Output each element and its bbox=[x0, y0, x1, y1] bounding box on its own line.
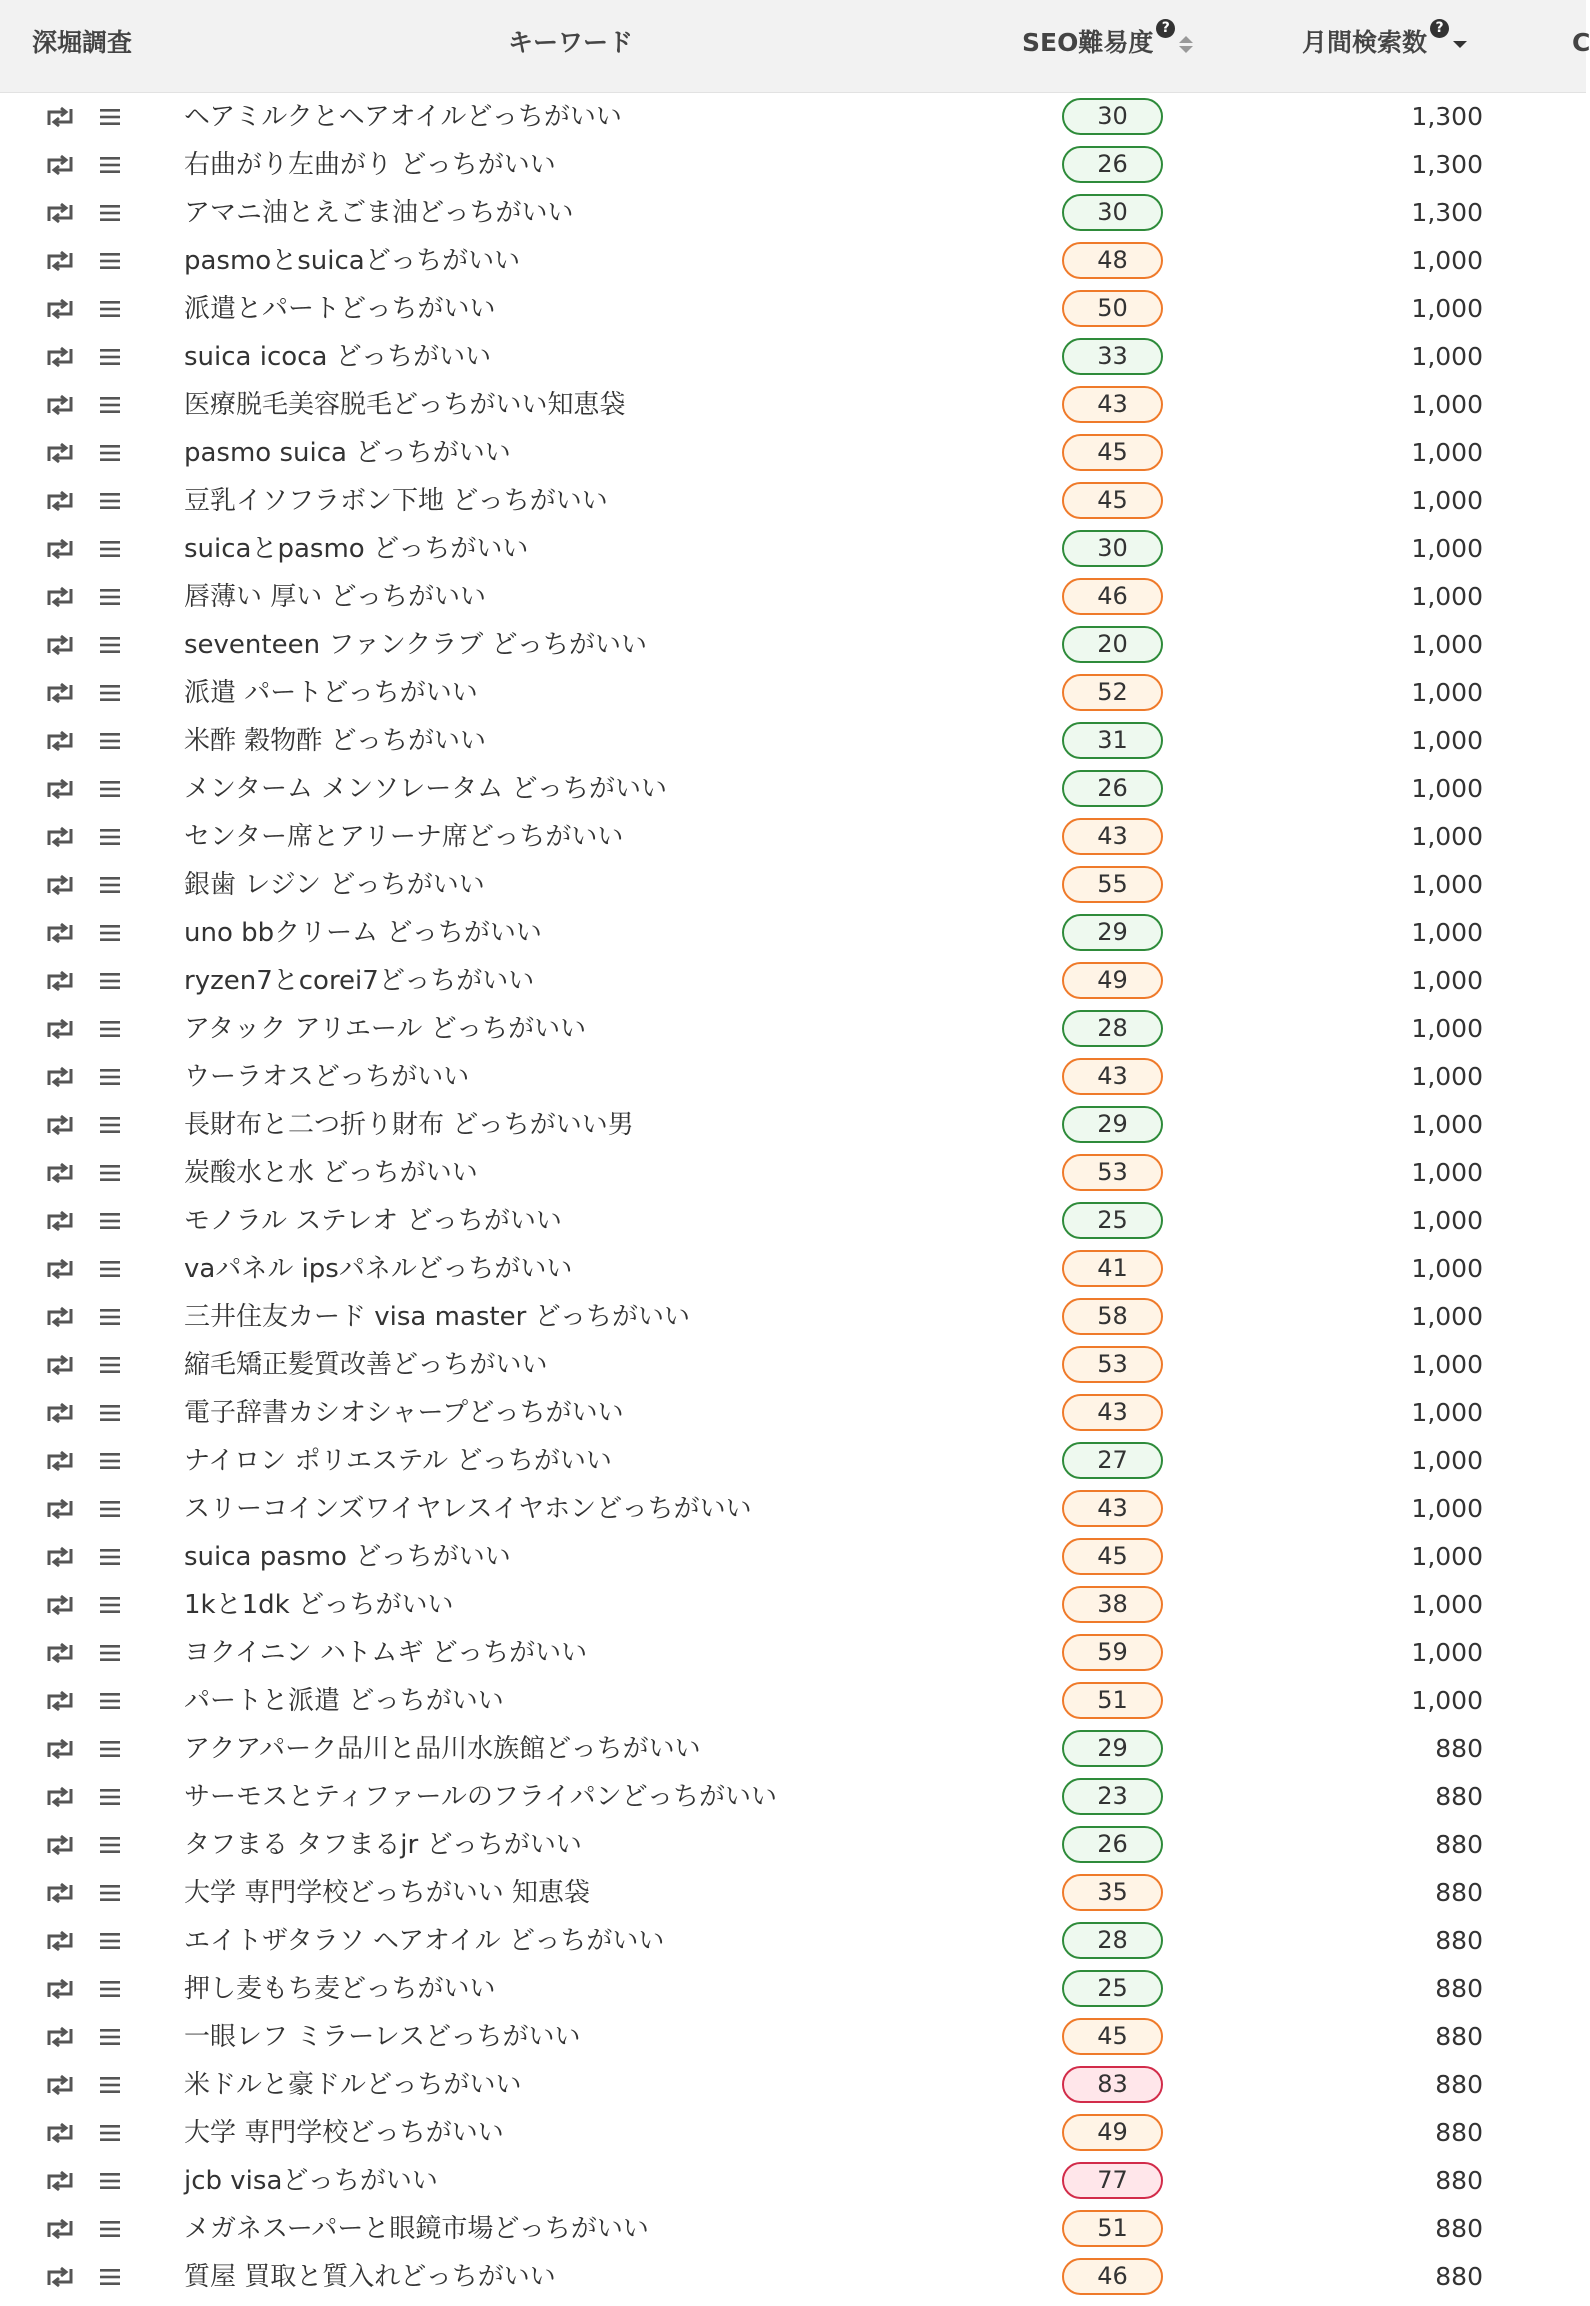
seo-difficulty-badge: 30 bbox=[1062, 98, 1163, 135]
keyword-text[interactable]: jcb visaどっちがいい bbox=[184, 2166, 438, 2196]
monthly-volume-value: 1,000 bbox=[1411, 678, 1483, 707]
menu-list-icon[interactable] bbox=[98, 586, 122, 608]
table-row bbox=[0, 1581, 1586, 1629]
deep-research-icon[interactable] bbox=[45, 250, 75, 272]
monthly-volume-value: 880 bbox=[1435, 1734, 1483, 1763]
monthly-volume-value: 1,000 bbox=[1411, 486, 1483, 515]
monthly-volume-value: 1,000 bbox=[1411, 1398, 1483, 1427]
table-row bbox=[0, 189, 1586, 237]
deep-research-icon[interactable] bbox=[45, 202, 75, 224]
monthly-volume-value: 1,000 bbox=[1411, 1158, 1483, 1187]
seo-difficulty-badge: 59 bbox=[1062, 1634, 1163, 1671]
keyword-text[interactable]: 押し麦もち麦どっちがいい bbox=[184, 1974, 496, 2004]
table-row bbox=[0, 1437, 1586, 1485]
seo-difficulty-badge: 48 bbox=[1062, 242, 1163, 279]
monthly-volume-value: 1,000 bbox=[1411, 246, 1483, 275]
menu-list-icon[interactable] bbox=[98, 1306, 122, 1328]
menu-list-icon[interactable] bbox=[98, 826, 122, 848]
menu-list-icon[interactable] bbox=[98, 1018, 122, 1040]
table-row bbox=[0, 1293, 1586, 1341]
deep-research-icon[interactable] bbox=[45, 1690, 75, 1712]
table-row bbox=[0, 1245, 1586, 1293]
monthly-volume-value: 880 bbox=[1435, 1926, 1483, 1955]
deep-research-icon[interactable] bbox=[45, 586, 75, 608]
table-row bbox=[0, 957, 1586, 1005]
deep-research-icon[interactable] bbox=[45, 874, 75, 896]
seo-difficulty-badge: 53 bbox=[1062, 1346, 1163, 1383]
table-row bbox=[0, 1341, 1586, 1389]
monthly-volume-value: 880 bbox=[1435, 2262, 1483, 2291]
deep-research-icon[interactable] bbox=[45, 2122, 75, 2144]
menu-list-icon[interactable] bbox=[98, 2218, 122, 2240]
column-header-deep-research: 深堀調査 bbox=[32, 28, 133, 57]
table-row bbox=[0, 1197, 1586, 1245]
keyword-text[interactable]: ナイロン ポリエステル どっちがいい bbox=[184, 1446, 612, 1476]
keyword-text[interactable]: 電子辞書カシオシャープどっちがいい bbox=[184, 1398, 624, 1428]
menu-list-icon[interactable] bbox=[98, 1594, 122, 1616]
monthly-volume-value: 1,000 bbox=[1411, 390, 1483, 419]
table-row bbox=[0, 381, 1586, 429]
table-header bbox=[0, 0, 1590, 93]
deep-research-icon[interactable] bbox=[45, 346, 75, 368]
keyword-text[interactable]: seventeen ファンクラブ どっちがいい bbox=[184, 630, 648, 660]
deep-research-icon[interactable] bbox=[45, 154, 75, 176]
menu-list-icon[interactable] bbox=[98, 1354, 122, 1376]
deep-research-icon[interactable] bbox=[45, 538, 75, 560]
deep-research-icon[interactable] bbox=[45, 2218, 75, 2240]
keyword-text[interactable]: 炭酸水と水 どっちがいい bbox=[184, 1158, 478, 1188]
menu-list-icon[interactable] bbox=[98, 1642, 122, 1664]
menu-list-icon[interactable] bbox=[98, 874, 122, 896]
menu-list-icon[interactable] bbox=[98, 2026, 122, 2048]
menu-list-icon[interactable] bbox=[98, 682, 122, 704]
table-row bbox=[0, 1053, 1586, 1101]
menu-list-icon[interactable] bbox=[98, 106, 122, 128]
table-row bbox=[0, 2109, 1586, 2157]
keyword-text[interactable]: suica icoca どっちがいい bbox=[184, 342, 492, 372]
monthly-volume-value: 880 bbox=[1435, 2022, 1483, 2051]
menu-list-icon[interactable] bbox=[98, 1882, 122, 1904]
menu-list-icon[interactable] bbox=[98, 1738, 122, 1760]
menu-list-icon[interactable] bbox=[98, 1498, 122, 1520]
monthly-volume-value: 1,000 bbox=[1411, 630, 1483, 659]
deep-research-icon[interactable] bbox=[45, 442, 75, 464]
menu-list-icon[interactable] bbox=[98, 490, 122, 512]
monthly-volume-value: 1,000 bbox=[1411, 1590, 1483, 1619]
keyword-text[interactable]: 米ドルと豪ドルどっちがいい bbox=[184, 2070, 522, 2100]
monthly-volume-value: 1,000 bbox=[1411, 1062, 1483, 1091]
deep-research-icon[interactable] bbox=[45, 1834, 75, 1856]
deep-research-icon[interactable] bbox=[45, 1402, 75, 1424]
deep-research-icon[interactable] bbox=[45, 2026, 75, 2048]
deep-research-icon[interactable] bbox=[45, 1642, 75, 1664]
monthly-volume-value: 1,000 bbox=[1411, 1110, 1483, 1139]
table-row bbox=[0, 1101, 1586, 1149]
keyword-text[interactable]: モノラル ステレオ どっちがいい bbox=[184, 1206, 562, 1236]
keyword-text[interactable]: ウーラオスどっちがいい bbox=[184, 1062, 470, 1092]
monthly-volume-value: 1,000 bbox=[1411, 1302, 1483, 1331]
menu-list-icon[interactable] bbox=[98, 2170, 122, 2192]
seo-difficulty-badge: 53 bbox=[1062, 1154, 1163, 1191]
monthly-volume-value: 1,000 bbox=[1411, 582, 1483, 611]
seo-difficulty-badge: 29 bbox=[1062, 914, 1163, 951]
deep-research-icon[interactable] bbox=[45, 1162, 75, 1184]
monthly-volume-value: 880 bbox=[1435, 2070, 1483, 2099]
keyword-text[interactable]: メガネスーパーと眼鏡市場どっちがいい bbox=[184, 2214, 649, 2244]
menu-list-icon[interactable] bbox=[98, 2266, 122, 2288]
menu-list-icon[interactable] bbox=[98, 250, 122, 272]
seo-difficulty-badge: 26 bbox=[1062, 1826, 1163, 1863]
deep-research-icon[interactable] bbox=[45, 1978, 75, 2000]
seo-difficulty-badge: 35 bbox=[1062, 1874, 1163, 1911]
deep-research-icon[interactable] bbox=[45, 1018, 75, 1040]
table-row bbox=[0, 2013, 1586, 2061]
keyword-text[interactable]: 豆乳イソフラボン下地 どっちがいい bbox=[184, 486, 608, 516]
table-row bbox=[0, 1821, 1586, 1869]
table-row bbox=[0, 2205, 1586, 2253]
table-row bbox=[0, 1677, 1586, 1725]
keyword-text[interactable]: 唇薄い 厚い どっちがいい bbox=[184, 582, 487, 612]
monthly-volume-value: 1,000 bbox=[1411, 726, 1483, 755]
monthly-volume-value: 1,000 bbox=[1411, 342, 1483, 371]
monthly-volume-value: 1,000 bbox=[1411, 534, 1483, 563]
table-row bbox=[0, 669, 1586, 717]
sort-desc-icon[interactable] bbox=[1453, 41, 1467, 48]
seo-difficulty-badge: 29 bbox=[1062, 1106, 1163, 1143]
monthly-volume-value: 1,000 bbox=[1411, 966, 1483, 995]
seo-difficulty-badge: 30 bbox=[1062, 530, 1163, 567]
menu-list-icon[interactable] bbox=[98, 298, 122, 320]
table-row bbox=[0, 1869, 1586, 1917]
keyword-text[interactable]: uno bbクリーム どっちがいい bbox=[184, 918, 542, 948]
seo-difficulty-badge: 26 bbox=[1062, 770, 1163, 807]
keyword-text[interactable]: 医療脱毛美容脱毛どっちがいい知恵袋 bbox=[184, 390, 626, 420]
seo-difficulty-badge: 27 bbox=[1062, 1442, 1163, 1479]
keyword-text[interactable]: 大学 専門学校どっちがいい 知恵袋 bbox=[184, 1878, 591, 1908]
menu-list-icon[interactable] bbox=[98, 1930, 122, 1952]
table-row bbox=[0, 861, 1586, 909]
deep-research-icon[interactable] bbox=[45, 682, 75, 704]
menu-list-icon[interactable] bbox=[98, 1546, 122, 1568]
table-row bbox=[0, 717, 1586, 765]
deep-research-icon[interactable] bbox=[45, 1498, 75, 1520]
monthly-volume-value: 1,000 bbox=[1411, 1350, 1483, 1379]
keyword-text[interactable]: 三井住友カード visa master どっちがいい bbox=[184, 1302, 691, 1332]
table-row bbox=[0, 1533, 1586, 1581]
monthly-volume-value: 1,000 bbox=[1411, 294, 1483, 323]
keyword-text[interactable]: 縮毛矯正髪質改善どっちがいい bbox=[184, 1350, 548, 1380]
seo-difficulty-label: SEO難易度 bbox=[1022, 28, 1154, 57]
seo-difficulty-badge: 25 bbox=[1062, 1202, 1163, 1239]
monthly-volume-value: 880 bbox=[1435, 1830, 1483, 1859]
menu-list-icon[interactable] bbox=[98, 778, 122, 800]
deep-research-icon[interactable] bbox=[45, 394, 75, 416]
monthly-volume-value: 880 bbox=[1435, 2118, 1483, 2147]
seo-difficulty-badge: 83 bbox=[1062, 2066, 1163, 2103]
menu-list-icon[interactable] bbox=[98, 922, 122, 944]
help-icon[interactable]: ? bbox=[1156, 19, 1175, 38]
table-row bbox=[0, 429, 1586, 477]
monthly-volume-value: 1,000 bbox=[1411, 918, 1483, 947]
keyword-text[interactable]: 米酢 穀物酢 どっちがいい bbox=[184, 726, 487, 756]
keyword-text[interactable]: ヨクイニン ハトムギ どっちがいい bbox=[184, 1638, 588, 1668]
seo-difficulty-badge: 43 bbox=[1062, 1058, 1163, 1095]
menu-list-icon[interactable] bbox=[98, 2074, 122, 2096]
deep-research-icon[interactable] bbox=[45, 778, 75, 800]
deep-research-icon[interactable] bbox=[45, 1546, 75, 1568]
table-row bbox=[0, 1005, 1586, 1053]
seo-difficulty-badge: 49 bbox=[1062, 962, 1163, 999]
seo-difficulty-badge: 45 bbox=[1062, 482, 1163, 519]
monthly-volume-value: 880 bbox=[1435, 2214, 1483, 2243]
table-row bbox=[0, 285, 1586, 333]
table-row bbox=[0, 1917, 1586, 1965]
monthly-volume-value: 1,300 bbox=[1411, 150, 1483, 179]
seo-difficulty-badge: 28 bbox=[1062, 1922, 1163, 1959]
table-row bbox=[0, 525, 1586, 573]
column-header-seo-difficulty[interactable] bbox=[1022, 20, 1193, 63]
keyword-text[interactable]: サーモスとティファールのフライパンどっちがいい bbox=[184, 1782, 778, 1812]
seo-difficulty-badge: 43 bbox=[1062, 818, 1163, 855]
keyword-text[interactable]: 1kと1dk どっちがいい bbox=[184, 1590, 454, 1620]
seo-difficulty-badge: 77 bbox=[1062, 2162, 1163, 2199]
seo-difficulty-badge: 58 bbox=[1062, 1298, 1163, 1335]
monthly-volume-value: 1,000 bbox=[1411, 1254, 1483, 1283]
table-row bbox=[0, 1773, 1586, 1821]
deep-research-icon[interactable] bbox=[45, 922, 75, 944]
seo-difficulty-badge: 43 bbox=[1062, 1490, 1163, 1527]
keyword-text[interactable]: メンターム メンソレータム どっちがいい bbox=[184, 774, 667, 804]
keyword-text[interactable]: アマニ油とえごま油どっちがいい bbox=[184, 198, 574, 228]
monthly-volume-value: 1,000 bbox=[1411, 1542, 1483, 1571]
keyword-text[interactable]: ヘアミルクとヘアオイルどっちがいい bbox=[184, 102, 622, 132]
table-row bbox=[0, 813, 1586, 861]
keyword-text[interactable]: エイトザタラソ ヘアオイル どっちがいい bbox=[184, 1926, 665, 1956]
keyword-text[interactable]: スリーコインズワイヤレスイヤホンどっちがいい bbox=[184, 1494, 752, 1524]
monthly-volume-value: 1,000 bbox=[1411, 870, 1483, 899]
column-header-keyword: キーワード bbox=[508, 28, 634, 57]
menu-list-icon[interactable] bbox=[98, 1258, 122, 1280]
monthly-volume-value: 1,000 bbox=[1411, 1494, 1483, 1523]
keyword-text[interactable]: パートと派遣 どっちがいい bbox=[184, 1686, 504, 1716]
keyword-text[interactable]: vaパネル ipsパネルどっちがいい bbox=[184, 1254, 573, 1284]
menu-list-icon[interactable] bbox=[98, 394, 122, 416]
deep-research-icon[interactable] bbox=[45, 1594, 75, 1616]
seo-difficulty-badge: 29 bbox=[1062, 1730, 1163, 1767]
seo-difficulty-badge: 28 bbox=[1062, 1010, 1163, 1047]
keyword-text[interactable]: アタック アリエール どっちがいい bbox=[184, 1014, 587, 1044]
monthly-volume-value: 1,000 bbox=[1411, 1686, 1483, 1715]
deep-research-icon[interactable] bbox=[45, 634, 75, 656]
monthly-volume-value: 1,000 bbox=[1411, 438, 1483, 467]
deep-research-icon[interactable] bbox=[45, 1930, 75, 1952]
deep-research-icon[interactable] bbox=[45, 2074, 75, 2096]
column-header-next-partial: C bbox=[1572, 28, 1590, 57]
sort-toggle-icon[interactable] bbox=[1179, 36, 1193, 53]
monthly-volume-value: 1,000 bbox=[1411, 822, 1483, 851]
menu-list-icon[interactable] bbox=[98, 1450, 122, 1472]
menu-list-icon[interactable] bbox=[98, 346, 122, 368]
seo-difficulty-badge: 43 bbox=[1062, 386, 1163, 423]
table-row bbox=[0, 1725, 1586, 1773]
monthly-volume-value: 1,300 bbox=[1411, 198, 1483, 227]
seo-difficulty-badge: 25 bbox=[1062, 1970, 1163, 2007]
seo-difficulty-badge: 30 bbox=[1062, 194, 1163, 231]
keyword-text[interactable]: 右曲がり左曲がり どっちがいい bbox=[184, 150, 556, 180]
deep-research-icon[interactable] bbox=[45, 2170, 75, 2192]
seo-difficulty-badge: 52 bbox=[1062, 674, 1163, 711]
table-row bbox=[0, 477, 1586, 525]
table-row bbox=[0, 141, 1586, 189]
menu-list-icon[interactable] bbox=[98, 154, 122, 176]
keyword-text[interactable]: 長財布と二つ折り財布 どっちがいい男 bbox=[184, 1110, 634, 1140]
monthly-volume-value: 1,000 bbox=[1411, 1014, 1483, 1043]
menu-list-icon[interactable] bbox=[98, 1786, 122, 1808]
deep-research-icon[interactable] bbox=[45, 1882, 75, 1904]
keyword-text[interactable]: pasmo suica どっちがいい bbox=[184, 438, 511, 468]
monthly-volume-value: 880 bbox=[1435, 1974, 1483, 2003]
table-row bbox=[0, 909, 1586, 957]
seo-difficulty-badge: 51 bbox=[1062, 1682, 1163, 1719]
deep-research-icon[interactable] bbox=[45, 1258, 75, 1280]
keyword-text[interactable]: センター席とアリーナ席どっちがいい bbox=[184, 822, 624, 852]
seo-difficulty-badge: 50 bbox=[1062, 290, 1163, 327]
seo-difficulty-badge: 46 bbox=[1062, 2258, 1163, 2295]
seo-difficulty-badge: 43 bbox=[1062, 1394, 1163, 1431]
table-row bbox=[0, 1629, 1586, 1677]
table-row bbox=[0, 2253, 1586, 2301]
seo-difficulty-badge: 20 bbox=[1062, 626, 1163, 663]
seo-difficulty-badge: 31 bbox=[1062, 722, 1163, 759]
seo-difficulty-badge: 45 bbox=[1062, 2018, 1163, 2055]
menu-list-icon[interactable] bbox=[98, 1114, 122, 1136]
table-row bbox=[0, 765, 1586, 813]
table-row bbox=[0, 2061, 1586, 2109]
menu-list-icon[interactable] bbox=[98, 1162, 122, 1184]
seo-difficulty-badge: 45 bbox=[1062, 434, 1163, 471]
menu-list-icon[interactable] bbox=[98, 202, 122, 224]
deep-research-icon[interactable] bbox=[45, 490, 75, 512]
menu-list-icon[interactable] bbox=[98, 1066, 122, 1088]
column-header-monthly-volume[interactable] bbox=[1302, 20, 1467, 63]
monthly-volume-value: 1,000 bbox=[1411, 1206, 1483, 1235]
help-icon[interactable]: ? bbox=[1430, 19, 1449, 38]
monthly-volume-value: 1,300 bbox=[1411, 102, 1483, 131]
menu-list-icon[interactable] bbox=[98, 1210, 122, 1232]
keyword-text[interactable]: 一眼レフ ミラーレスどっちがいい bbox=[184, 2022, 581, 2052]
monthly-volume-value: 1,000 bbox=[1411, 1446, 1483, 1475]
keyword-text[interactable]: アクアパーク品川と品川水族館どっちがいい bbox=[184, 1734, 701, 1764]
keyword-text[interactable]: 質屋 買取と質入れどっちがいい bbox=[184, 2262, 556, 2292]
menu-list-icon[interactable] bbox=[98, 2122, 122, 2144]
menu-list-icon[interactable] bbox=[98, 442, 122, 464]
seo-difficulty-badge: 26 bbox=[1062, 146, 1163, 183]
keyword-text[interactable]: 銀歯 レジン どっちがいい bbox=[184, 870, 485, 900]
deep-research-icon[interactable] bbox=[45, 970, 75, 992]
menu-list-icon[interactable] bbox=[98, 970, 122, 992]
menu-list-icon[interactable] bbox=[98, 730, 122, 752]
deep-research-icon[interactable] bbox=[45, 1786, 75, 1808]
keyword-text[interactable]: suica pasmo どっちがいい bbox=[184, 1542, 511, 1572]
keyword-text[interactable]: 大学 専門学校どっちがいい bbox=[184, 2118, 504, 2148]
table-row bbox=[0, 573, 1586, 621]
keyword-text[interactable]: 派遣とパートどっちがいい bbox=[184, 294, 496, 324]
deep-research-icon[interactable] bbox=[45, 730, 75, 752]
deep-research-icon[interactable] bbox=[45, 1114, 75, 1136]
deep-research-icon[interactable] bbox=[45, 1210, 75, 1232]
seo-difficulty-badge: 51 bbox=[1062, 2210, 1163, 2247]
deep-research-icon[interactable] bbox=[45, 1738, 75, 1760]
deep-research-icon[interactable] bbox=[45, 298, 75, 320]
menu-list-icon[interactable] bbox=[98, 1402, 122, 1424]
deep-research-icon[interactable] bbox=[45, 2266, 75, 2288]
deep-research-icon[interactable] bbox=[45, 1450, 75, 1472]
menu-list-icon[interactable] bbox=[98, 538, 122, 560]
seo-difficulty-badge: 49 bbox=[1062, 2114, 1163, 2151]
table-row bbox=[0, 1485, 1586, 1533]
seo-difficulty-badge: 38 bbox=[1062, 1586, 1163, 1623]
seo-difficulty-badge: 55 bbox=[1062, 866, 1163, 903]
monthly-volume-value: 1,000 bbox=[1411, 1638, 1483, 1667]
table-row bbox=[0, 333, 1586, 381]
menu-list-icon[interactable] bbox=[98, 634, 122, 656]
table-row bbox=[0, 621, 1586, 669]
menu-list-icon[interactable] bbox=[98, 1690, 122, 1712]
table-row bbox=[0, 93, 1586, 141]
deep-research-icon[interactable] bbox=[45, 1066, 75, 1088]
table-row bbox=[0, 2157, 1586, 2205]
table-row bbox=[0, 1149, 1586, 1197]
keyword-text[interactable]: suicaとpasmo どっちがいい bbox=[184, 534, 529, 564]
monthly-volume-value: 880 bbox=[1435, 2166, 1483, 2195]
keyword-text[interactable]: 派遣 パートどっちがいい bbox=[184, 678, 478, 708]
table-row bbox=[0, 1965, 1586, 2013]
table-row bbox=[0, 1389, 1586, 1437]
monthly-volume-value: 880 bbox=[1435, 1782, 1483, 1811]
seo-difficulty-badge: 23 bbox=[1062, 1778, 1163, 1815]
seo-difficulty-badge: 33 bbox=[1062, 338, 1163, 375]
keyword-text[interactable]: ryzen7とcorei7どっちがいい bbox=[184, 966, 535, 996]
monthly-volume-value: 1,000 bbox=[1411, 774, 1483, 803]
table-row bbox=[0, 237, 1586, 285]
menu-list-icon[interactable] bbox=[98, 1978, 122, 2000]
seo-difficulty-badge: 46 bbox=[1062, 578, 1163, 615]
seo-difficulty-badge: 45 bbox=[1062, 1538, 1163, 1575]
keyword-text[interactable]: タフまる タフまるjr どっちがいい bbox=[184, 1830, 582, 1860]
deep-research-icon[interactable] bbox=[45, 106, 75, 128]
monthly-volume-label: 月間検索数 bbox=[1302, 28, 1428, 57]
deep-research-icon[interactable] bbox=[45, 1306, 75, 1328]
menu-list-icon[interactable] bbox=[98, 1834, 122, 1856]
deep-research-icon[interactable] bbox=[45, 826, 75, 848]
keyword-text[interactable]: pasmoとsuicaどっちがいい bbox=[184, 246, 521, 276]
monthly-volume-value: 880 bbox=[1435, 1878, 1483, 1907]
deep-research-icon[interactable] bbox=[45, 1354, 75, 1376]
seo-difficulty-badge: 41 bbox=[1062, 1250, 1163, 1287]
